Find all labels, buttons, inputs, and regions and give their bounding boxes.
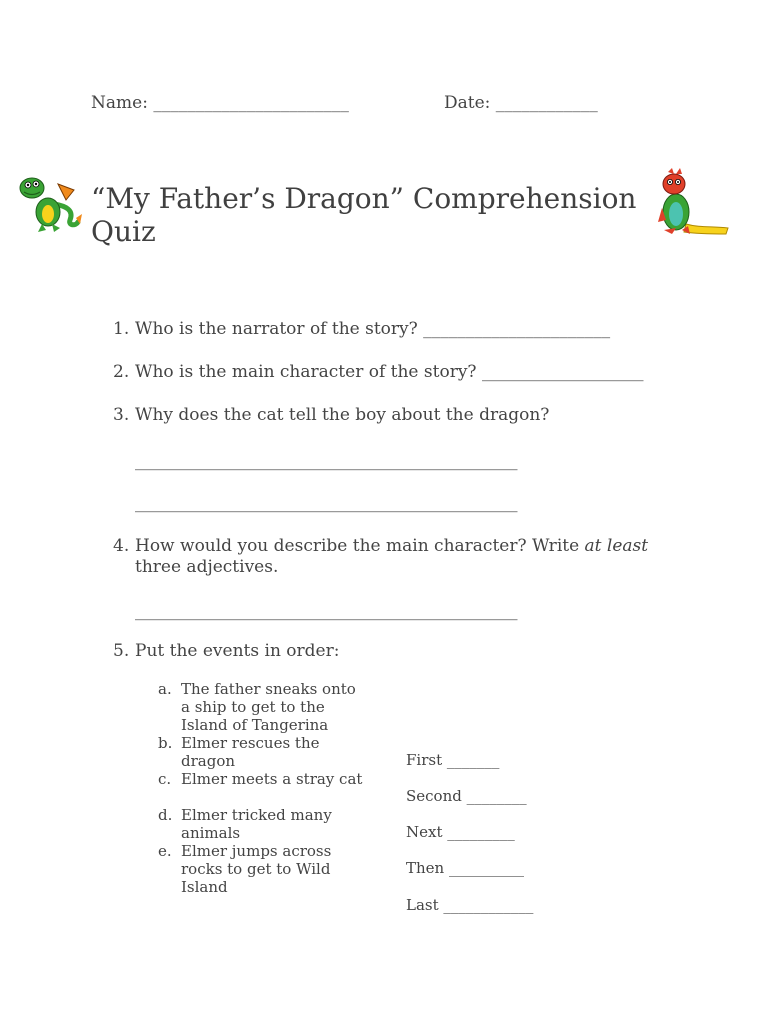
- event-text: Elmer rescues the dragon: [181, 734, 320, 770]
- answer-line[interactable]: _____________________________________________: [135, 601, 518, 621]
- page-title: “My Father’s Dragon” Comprehension Quiz: [91, 182, 637, 248]
- question-4: [113, 536, 693, 578]
- question-2: [113, 362, 643, 383]
- order-slot-second[interactable]: Second ________: [406, 787, 527, 805]
- question-number: 3.: [113, 405, 130, 425]
- question-text-continued: three adjectives.: [135, 557, 279, 577]
- red-dragon-icon: [656, 168, 732, 238]
- order-slot-last[interactable]: Last ____________: [406, 896, 534, 914]
- question-3: [113, 405, 549, 426]
- event-item: [158, 680, 368, 734]
- answer-line[interactable]: _____________________________________________: [135, 493, 518, 513]
- date-field-label[interactable]: Date: ____________: [444, 93, 598, 113]
- event-text: Elmer jumps across rocks to get to Wild Island: [181, 842, 332, 896]
- event-text: Elmer tricked many animals: [181, 806, 332, 842]
- name-field-label[interactable]: Name: _______________________: [91, 93, 349, 113]
- event-item: [158, 734, 368, 770]
- question-text: Put the events in order:: [135, 641, 340, 661]
- question-number: 5.: [113, 641, 130, 661]
- order-slot-then[interactable]: Then __________: [406, 859, 524, 877]
- event-letter: d.: [158, 806, 173, 824]
- event-letter: a.: [158, 680, 172, 698]
- event-letter: c.: [158, 770, 172, 788]
- question-number: 2.: [113, 362, 130, 382]
- question-5: [113, 641, 339, 662]
- event-item: [158, 770, 368, 788]
- order-slot-first[interactable]: First _______: [406, 751, 500, 769]
- event-letter: b.: [158, 734, 173, 752]
- answer-line[interactable]: _____________________________________________: [135, 451, 518, 471]
- question-number: 1.: [113, 319, 130, 339]
- question-number: 4.: [113, 536, 130, 556]
- question-text: Who is the main character of the story? ___________________: [135, 362, 644, 382]
- green-dragon-icon: [14, 170, 82, 234]
- question-emphasis: at least: [584, 536, 649, 556]
- question-text: Who is the narrator of the story? ______________________: [135, 319, 611, 339]
- event-item: [158, 842, 368, 896]
- question-text: Why does the cat tell the boy about the dragon?: [135, 405, 550, 425]
- event-item: [158, 806, 368, 842]
- event-letter: e.: [158, 842, 172, 860]
- question-text: How would you describe the main character? Write: [135, 536, 585, 556]
- question-1: [113, 319, 610, 340]
- event-text: The father sneaks onto a ship to get to the Island of Tangerina: [181, 680, 356, 734]
- event-text: Elmer meets a stray cat: [181, 770, 363, 788]
- order-slot-next[interactable]: Next _________: [406, 823, 515, 841]
